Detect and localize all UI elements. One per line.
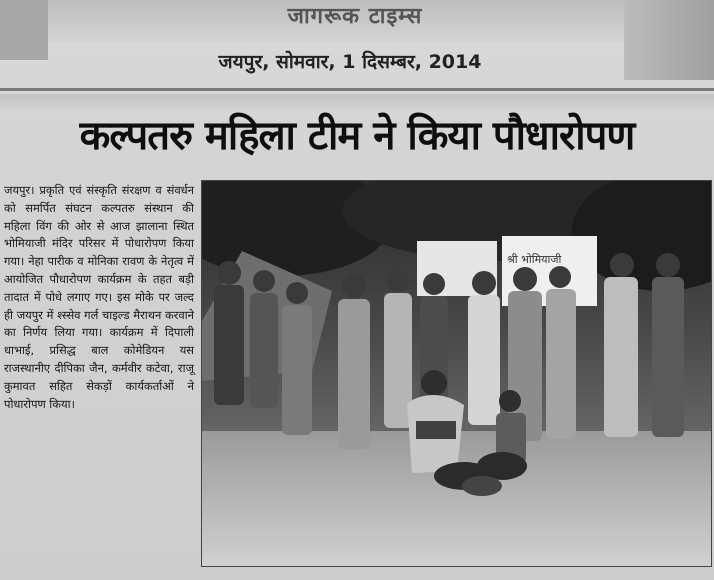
masthead <box>0 0 714 42</box>
headline: कल्पतरु महिला टीम ने किया पौधारोपण <box>79 113 635 159</box>
article-body: जयपुर। प्रकृति एवं संस्कृति संरक्षण व संवर्धन को समर्पित संघटन कल्पतरु संस्थान की महिला विंग की ओर से आज झालाना स्थित भोमियाजी मंदिर परिसर में पोधारोपण किया गया। नेहा पारीक व मोनिका रावण के नेतृत्व में आयोजित पौधारोपण कार्यक्रम के तहत बड़ी तादात में पोधे लगाए गए। इस मोके पर जल्द ही जयपुर में श्स्सेव गर्ल चाइल्ड मैराथन करवाने का निर्णय लिया गया। कार्यक्रम में दिपाली धाभाई, प्रसिद्ध बाल कोमेडियन यस राजस्थानीए दीपिका जैन, कर्मवीर कटेवा, राजू कुमावत सहित सेकड़ों कार्यकर्ताओं ने पोधारोपण किया। <box>4 183 194 411</box>
dateline: जयपुर, सोमवार, 1 दिसम्बर, 2014 <box>218 51 482 73</box>
divider-rule <box>0 88 714 91</box>
news-photo <box>201 180 712 567</box>
photo-banner-text: श्री भोमियाजी <box>507 253 562 266</box>
masthead-left-tab <box>0 0 48 60</box>
photo-illustration <box>202 181 711 566</box>
newspaper-name: जागरूक टाइम्स <box>287 4 423 29</box>
masthead-right-block <box>624 0 714 80</box>
